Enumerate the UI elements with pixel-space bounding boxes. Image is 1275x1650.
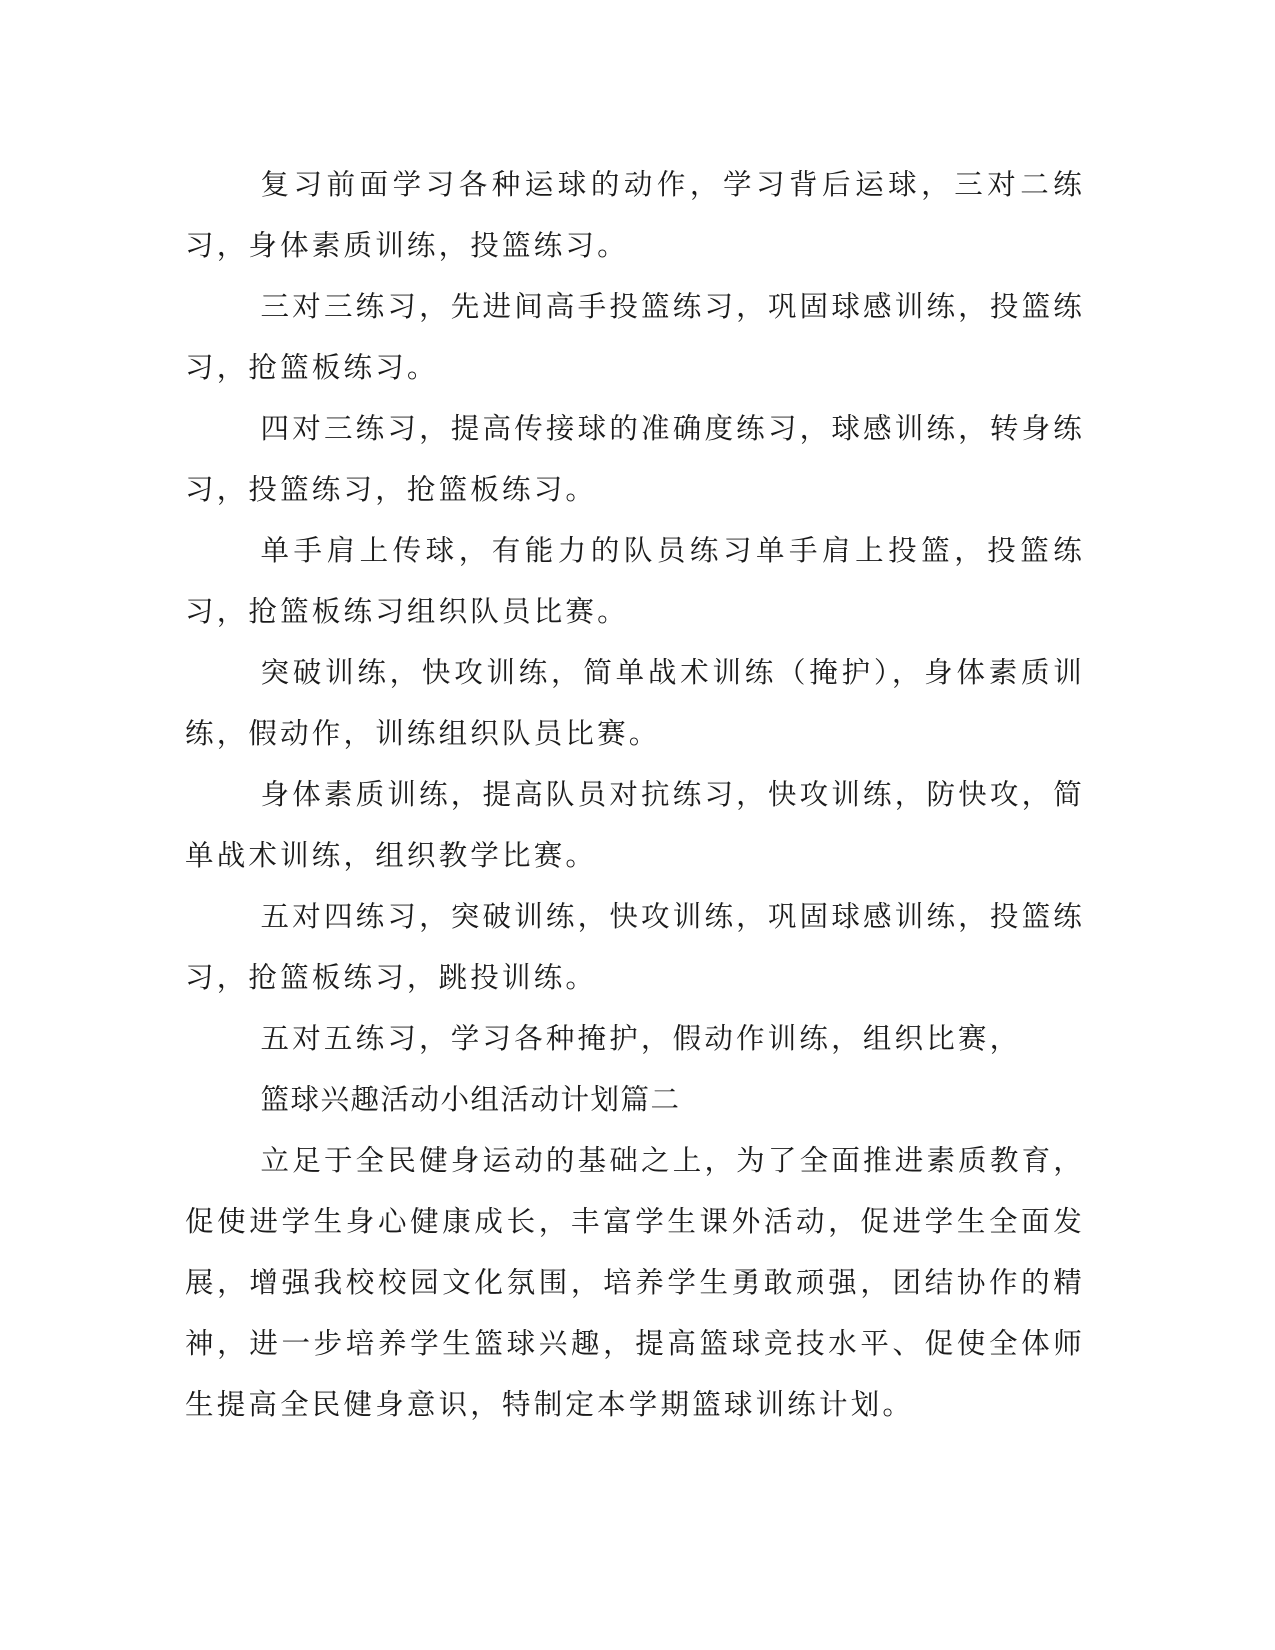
paragraph-5: 突破训练，快攻训练，简单战术训练（掩护），身体素质训练，假动作，训练组织队员比赛。 <box>185 656 1085 750</box>
paragraph-4: 单手肩上传球，有能力的队员练习单手肩上投篮，投篮练习，抢篮板练习组织队员比赛。 <box>185 534 1085 628</box>
paragraph-6: 身体素质训练，提高队员对抗练习，快攻训练，防快攻，简单战术训练，组织教学比赛。 <box>185 778 1085 872</box>
paragraph-2: 三对三练习，先进间高手投篮练习，巩固球感训练，投篮练习，抢篮板练习。 <box>185 290 1085 384</box>
document-body <box>185 154 1085 1435</box>
paragraph-7: 五对四练习，突破训练，快攻训练，巩固球感训练，投篮练习，抢篮板练习，跳投训练。 <box>185 900 1085 994</box>
paragraph-1: 复习前面学习各种运球的动作，学习背后运球，三对二练习，身体素质训练，投篮练习。 <box>185 168 1085 262</box>
section-heading: 篮球兴趣活动小组活动计划篇二 <box>260 1083 681 1116</box>
closing-paragraph: 立足于全民健身运动的基础之上，为了全面推进素质教育，促使进学生身心健康成长，丰富学生课外活动，促进学生全面发展，增强我校校园文化氛围，培养学生勇敢顽强，团结协作的精神，进一步培养学生篮球兴趣，提高篮球竞技水平、促使全体师生提高全民健身意识，特制定本学期篮球训练计划。 <box>185 1144 1085 1421</box>
paragraph-3: 四对三练习，提高传接球的准确度练习，球感训练，转身练习，投篮练习，抢篮板练习。 <box>185 412 1085 506</box>
paragraph-8: 五对五练习，学习各种掩护，假动作训练，组织比赛， <box>260 1022 1022 1055</box>
